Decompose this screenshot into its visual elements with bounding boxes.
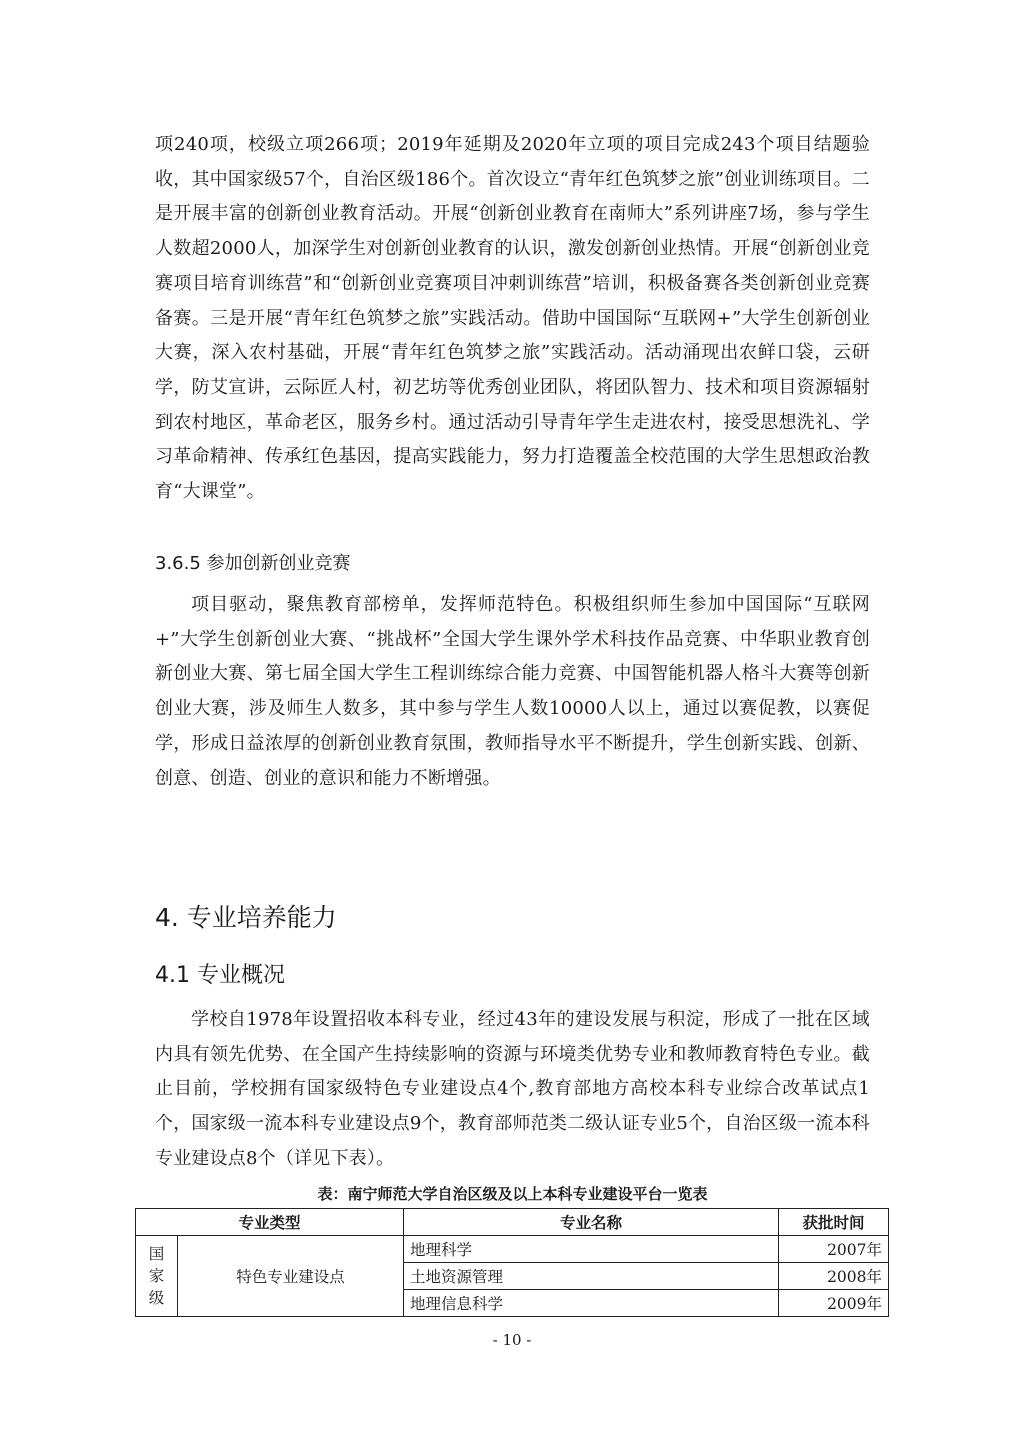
table-header-row [136,1209,889,1236]
table-row [136,1236,889,1263]
section-heading-3-6-5: 3.6.5 参加创新创业竞赛 [155,553,351,574]
major-name-cell: 地理信息科学 [404,1290,779,1317]
category-cell-national [136,1236,178,1317]
header-approval-time: 获批时间 [779,1209,889,1236]
paragraph-innovation-activities: 项240项，校级立项266项；2019年延期及2020年立项的项目完成243个项目结题验收，其中国家级57个，自治区级186个。首次设立“青年红色筑梦之旅”创业训练项目。二是开展丰富的创新创业教育活动。开展“创新创业教育在南师大”系列讲座7场，参与学生人数超2000人，加深学生对创新创业教育的认识，激发创新创业热情。开展“创新创业竞赛项目培育训练营”和“创新创业竞赛项目冲刺训练营”培训，积极备赛各类创新创业竞赛备赛。三是开展“青年红色筑梦之旅”实践活动。借助中国国际“互联网+”大学生创新创业大赛，深入农村基础，开展“青年红色筑梦之旅”实践活动。活动涌现出农鲜口袋，云研学，防艾宣讲，云际匠人村，初艺坊等优秀创业团队，将团队智力、技术和项目资源辐射到农村地区，革命老区，服务乡村。通过活动引导青年学生走进农村，接受思想洗礼、学习革命精神、传承红色基因，提高实践能力，努力打造覆盖全校范围的大学生思想政治教育“大课堂”。 [155,134,870,503]
table-caption: 表：南宁师范大学自治区级及以上本科专业建设平台一览表 [317,1185,708,1203]
paragraph-competitions: 项目驱动，聚焦教育部榜单，发挥师范特色。积极组织师生参加中国国际“互联网+”大学生创新创业大赛、“挑战杯”全国大学生课外学术科技作品竞赛、中华职业教育创新创业大赛、第七届全国大学生工程训练综合能力竞赛、中国智能机器人格斗大赛等创新创业大赛，涉及师生人数多，其中参与学生人数10000人以上，通过以赛促教，以赛促学，形成日益浓厚的创新创业教育氛围，教师指导水平不断提升，学生创新实践、创新、创意、创造、创业的意识和能力不断增强。 [155,594,870,789]
approval-year-cell: 2008年 [779,1263,889,1290]
approval-year-cell: 2007年 [779,1236,889,1263]
section-heading-4-1: 4.1 专业概况 [155,963,285,988]
approval-year-cell: 2009年 [779,1290,889,1317]
header-major-name: 专业名称 [404,1209,779,1236]
category-label: 国 家 级 [148,1245,165,1307]
major-platform-table [135,1208,889,1317]
paragraph-major-overview: 学校自1978年设置招收本科专业，经过43年的建设发展与积淀，形成了一批在区域内具有领先优势、在全国产生持续影响的资源与环境类优势专业和教师教育特色专业。截止目前，学校拥有国家级特色专业建设点4个,教育部地方高校本科专业综合改革试点1个，国家级一流本科专业建设点9个，教育部师范类二级认证专业5个，自治区级一流本科专业建设点8个（详见下表）。 [155,1009,870,1169]
header-major-type: 专业类型 [136,1209,404,1236]
page-number: - 10 - [492,1331,532,1349]
major-name-cell: 地理科学 [404,1236,779,1263]
type-cell-featured-major: 特色专业建设点 [178,1236,404,1317]
chapter-heading-4: 4. 专业培养能力 [155,903,337,932]
major-name-cell: 土地资源管理 [404,1263,779,1290]
